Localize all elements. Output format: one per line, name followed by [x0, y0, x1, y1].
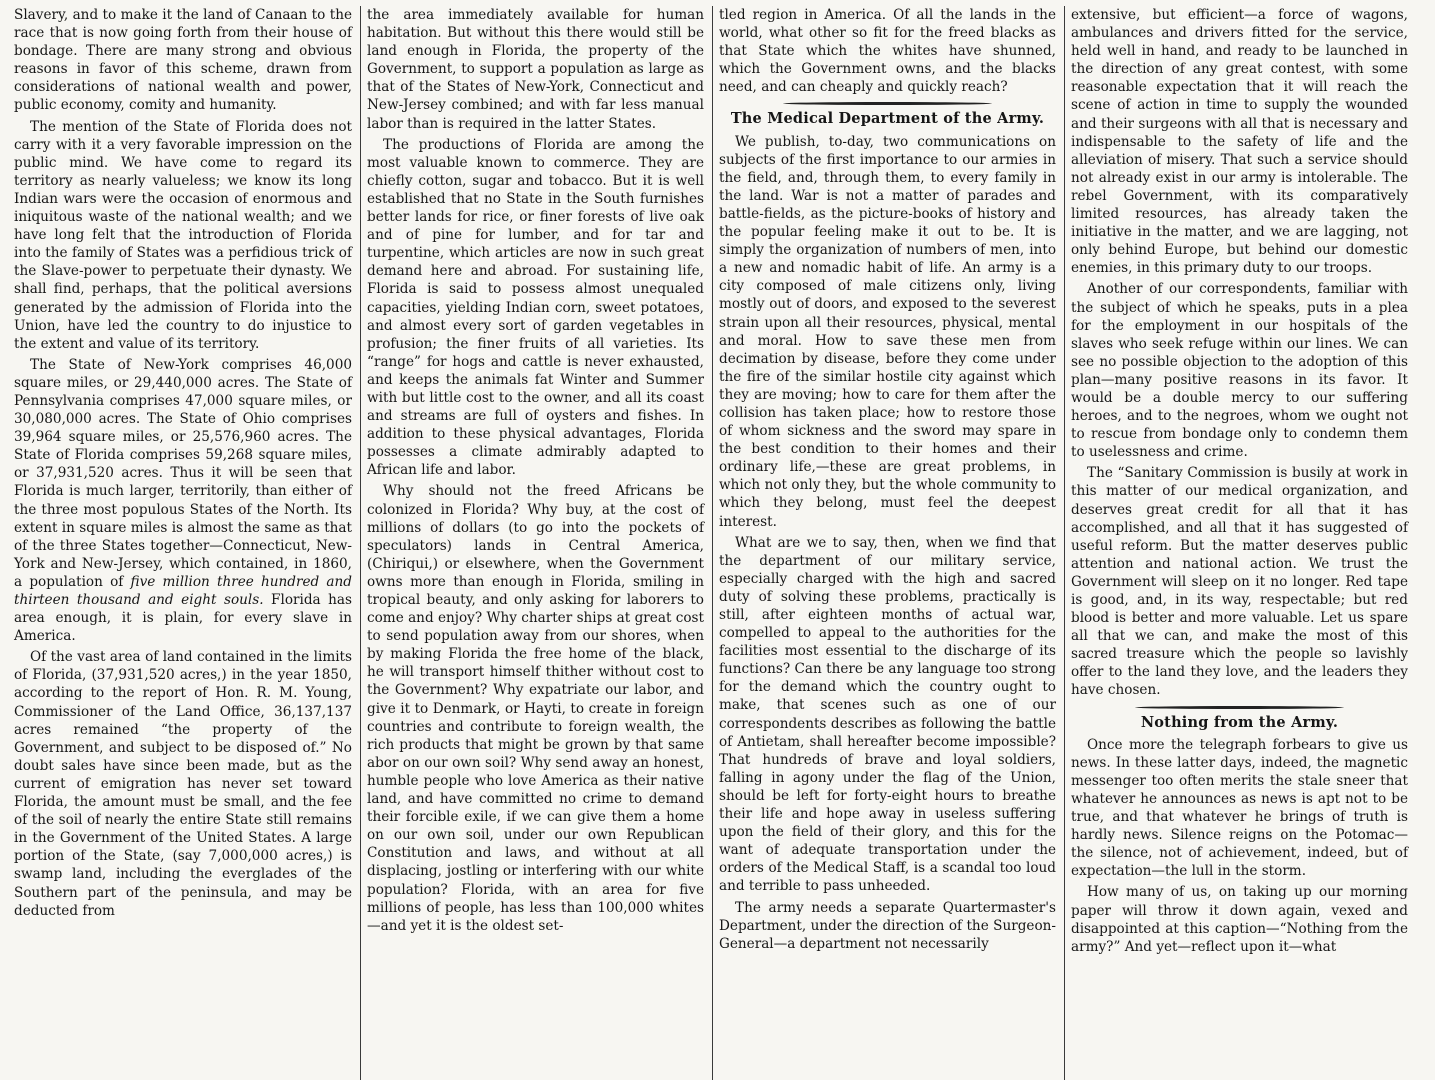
column-4: [1064, 6, 1416, 1080]
paragraph: Why should not the freed Africans be colonized in Florida? Why buy, at the cost of millions of dollars (to go into the pockets of speculators) lands in Central America, (Chiriqui,) or elsewhere, when the Government owns more than enough in Florida, smiling in tropical beauty, and only asking for laborers to come and enjoy? Why charter ships at great cost to send population away from our shores, when by making Florida the free home of the black, he will transport himself thither without cost to the Government? Why expatriate our labor, and give it to Denmark, or Hayti, to create in foreign countries and contribute to foreign wealth, the rich products that might be grown by that same abor on our own soil? Why send away an honest, humble people who love America as their native land, and have committed no crime to demand their forcible exile, if we can give them a home on our own soil, under our own Republican Constitution and laws, and without at all displacing, jostling or interfering with our white population? Florida, with an area for five millions of people, has less than 100,000 whites—and yet it is the oldest set-: [367, 483, 704, 934]
paragraph: The “Sanitary Commission is busily at work in this matter of our medical organization, and deserves great credit for all that it has accomplished, and all that it has suggested of useful reform. But the matter deserves public attention and national action. We trust the Government will sleep on it no longer. Red tape is good, and, in its way, respectable; but red blood is better and more valuable. Let us spare all that we can, and make the most of this sacred treasure which the people so lavishly offer to the land they love, and the leaders they have chosen.: [1071, 465, 1408, 699]
paragraph: the area immediately available for human habitation. But without this there would still be land enough in Florida, the property of the Government, to support a population as large as that of the States of New-York, Connecticut and New-Jersey combined; and with far less manual labor than is required in the latter States.: [367, 7, 704, 132]
paragraph: The mention of the State of Florida does not carry with it a very favorable impression on the public mind. We have come to regard its territory as nearly valueless; we know its long Indian wars were the occasion of enormous and iniquitous waste of the national wealth; and we have long felt that the introduction of Florida into the family of States was a perfidious trick of the Slave-power to perpetuate their dynasty. We shall find, perhaps, that the political aversions generated by the admission of Florida into the Union, have led the country to do injustice to the extent and value of its territory.: [14, 118, 352, 352]
paragraph: Slavery, and to make it the land of Canaan to the race that is now going forth from their house of bondage. There are many strong and obvious reasons in favor of this scheme, drawn from considerations of national wealth and power, public economy, comity and humanity.: [14, 7, 352, 114]
paragraph: Once more the telegraph forbears to give us news. In these latter days, indeed, the magnetic messenger too often merits the stale sneer that whatever he announces as news is apt not to be true, and that whatever he brings of truth is hardly news. Silence reigns on the Potomac—the silence, not of achievement, indeed, but of expectation—the lull in the storm.: [1071, 736, 1408, 880]
paragraph: What are we to say, then, when we find that the department of our military service, especially charged with the high and sacred duty of solving these problems, practically is still, after eighteen months of actual war, compelled to appeal to the authorities for the facilities most essential to the discharge of its functions? Can there be any language too strong for the demand which the country ought to make, that scenes such as one of our correspondents describes as following the battle of Antietam, shall hereafter become impossible? That hundreds of brave and loyal soldiers, falling in agony under the flag of the Union, should be left for forty-eight hours to breathe their life and hope away in useless suffering upon the field of their glory, and this for the want of adequate transportation under the orders of the Medical Staff, is a scandal too loud and terrible to pass unheeded.: [719, 534, 1056, 895]
paragraph: extensive, but efficient—a force of wagons, ambulances and drivers fitted for the service, held well in hand, and ready to be launched in the direction of any great contest, with some reasonable expectation that it will reach the scene of action in time to supply the wounded and their surgeons with all that is necessary and indispensable to the safety of life and the alleviation of misery. That such a service should not already exist in our army is intolerable. The rebel Government, with its comparatively limited resources, has already taken the initiative in the matter, and we are lagging, not only behind Europe, but behind our domestic enemies, in this primary duty to our troops.: [1071, 7, 1408, 277]
paragraph: The productions of Florida are among the most valuable known to commerce. They are chiefly cotton, sugar and tobacco. But it is well established that no State in the South furnishes better lands for rice, or finer forests of live oak and of pine for lumber, and for tar and turpentine, which articles are now in such great demand here and abroad. For sustaining life, Florida is said to possess almost unequaled capacities, yielding Indian corn, sweet potatoes, and almost every sort of garden vegetables in profusion; the finer fruits of all varieties. Its “range” for hogs and cattle is never exhausted, and keeps the animals fat Winter and Summer with but little cost to the owner, and all its coast and streams are full of oysters and fishes. In addition to these physical advantages, Florida possesses a climate admirably adapted to African life and labor.: [367, 136, 704, 479]
section-rule: [1135, 706, 1344, 709]
section-rule: [783, 102, 992, 105]
paragraph: We publish, to-day, two communications on subjects of the first importance to our armies in the field, and, through them, to every family in the land. War is not a matter of parades and battle-fields, as the picture-books of history and the popular feeling make it out to be. It is simply the organization of numbers of men, into a new and nomadic habit of life. An army is a city composed of male citizens only, living mostly out of doors, and exposed to the severest strain upon all their resources, physical, mental and moral. How to save these men from decimation by disease, before they come under the fire of the similar hostile city against which they are moving; how to care for them after the collision has taken place; how to restore those of whom sickness and the sword may spare in the best condition to their homes and their ordinary life,—these are great problems, in which not only they, but the whole community to which they belong, must feel the deepest interest.: [719, 133, 1056, 530]
paragraph-text: Florida has area enough, it is plain, for every slave in America.: [14, 592, 352, 645]
paragraph: The army needs a separate Quartermaster's Department, under the direction of the Surgeon-General—a department not necessarily: [719, 899, 1056, 952]
italic-text: five million three hundred and thirteen thousand and eight souls.: [14, 573, 352, 608]
column-3: [712, 6, 1064, 1080]
paragraph: Another of our correspondents, familiar with the subject of which he speaks, puts in a plea for the employment in our hospitals of the slaves who seek refuge within our lines. We can see no possible objection to the adoption of this plan—many positive reasons in its favor. It would be a double mercy to our suffering heroes, and to the negroes, whom we ought not to rescue from bondage only to condemn them to uselessness and crime.: [1071, 281, 1408, 461]
article-heading: The Medical Department of the Army.: [730, 110, 1045, 128]
column-1: [8, 6, 360, 1080]
paragraph: Of the vast area of land contained in the limits of Florida, (37,931,520 acres,) in the year 1850, according to the report of Hon. R. M. Young, Commissioner of the Land Office, 36,137,137 acres remained “the property of the Government, and subject to be disposed of.” No doubt sales have since been made, but as the current of emigration has never set toward Florida, the amount must be small, and the fee of the soil of nearly the entire State still remains in the Government of the United States. A large portion of the State, (say 7,000,000 acres,) is swamp land, including the everglades of the Southern part of the peninsula, and may be deducted from: [14, 649, 352, 919]
column-2: [360, 6, 712, 1080]
paragraph: [14, 356, 352, 646]
paragraph: tled region in America. Of all the lands in the world, what other so fit for the freed blacks as that State which the whites have shunned, which the Government owns, and the blacks need, and can cheaply and quickly reach?: [719, 7, 1056, 96]
article-heading: Nothing from the Army.: [1140, 713, 1339, 731]
paragraph-text: The State of New-York comprises 46,000 square miles, or 29,440,000 acres. The State of Pennsylvania comprises 47,000 square miles, or 30,080,000 acres. The State of Ohio comprises 39,964 square miles, or 25,576,960 acres. The State of Florida comprises 59,268 square miles, or 37,931,520 acres. Thus it will be seen that Florida is much larger, territorily, than either of the three most populous States of the North. Its extent in square miles is almost the same as that of the three States together—Connecticut, New-York and New-Jersey, which contained, in 1860, a population of: [14, 356, 352, 590]
paragraph: How many of us, on taking up our morning paper will throw it down again, vexed and disappointed at this caption—“Nothing from the army?” And yet—reflect upon it—what: [1071, 884, 1408, 955]
